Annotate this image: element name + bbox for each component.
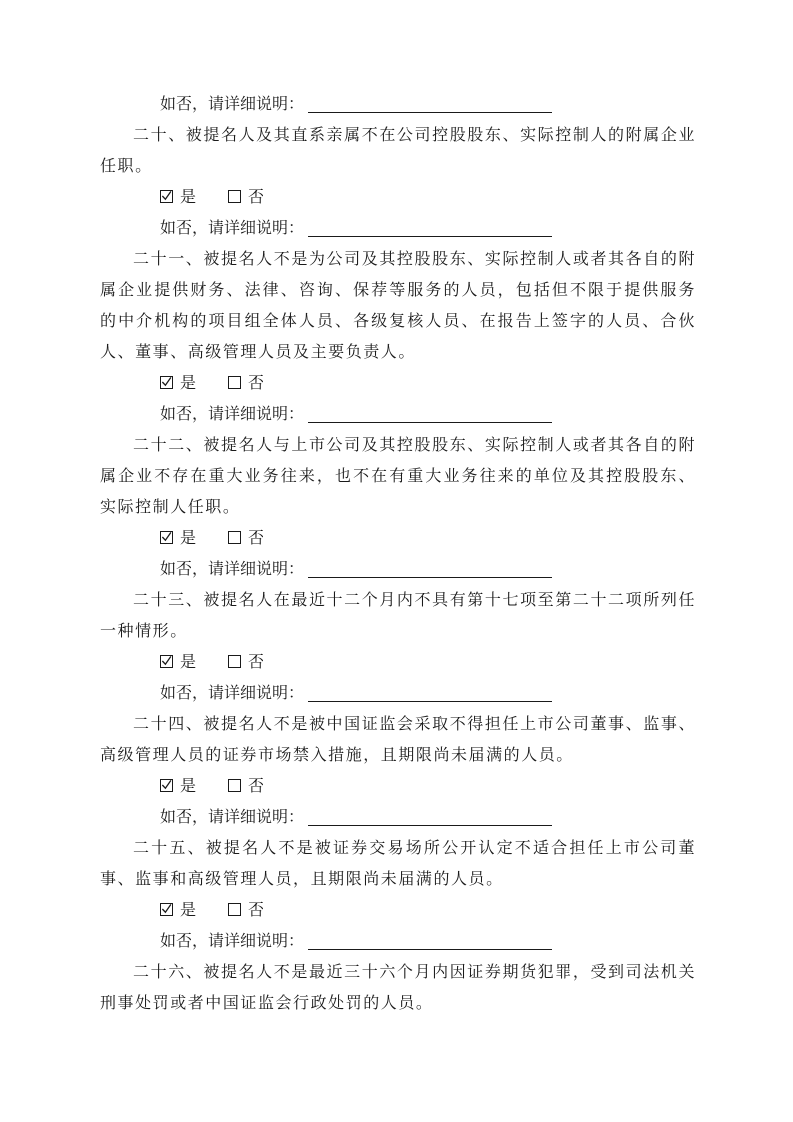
item-23-no-label: 否 — [248, 654, 265, 671]
check-mark-icon — [161, 531, 172, 543]
item-22-detail-label: 如否，请详细说明： — [160, 561, 305, 578]
item-20-detail-blank[interactable] — [308, 218, 552, 237]
item-24-no-checkbox[interactable] — [228, 779, 241, 792]
item-23-detail-row — [100, 678, 696, 709]
item-25-yes-checkbox[interactable] — [160, 903, 173, 916]
item-22-answer-row — [100, 523, 696, 554]
item-24-detail-blank[interactable] — [308, 807, 552, 826]
item-21-answer-row — [100, 368, 696, 399]
item-25 — [100, 833, 696, 957]
check-mark-icon — [161, 779, 172, 791]
item-21 — [100, 244, 696, 430]
item-25-detail-label: 如否，请详细说明： — [160, 933, 305, 950]
item-22-yes-checkbox[interactable] — [160, 531, 173, 544]
item-20-no-label: 否 — [248, 189, 265, 206]
item-20-answer-row — [100, 182, 696, 213]
item-23-detail-label: 如否，请详细说明： — [160, 685, 305, 702]
item-24-answer-row — [100, 771, 696, 802]
item-25-answer-row — [100, 895, 696, 926]
item-24-detail-label: 如否，请详细说明： — [160, 809, 305, 826]
item-24-yes-label: 是 — [180, 778, 197, 795]
document-body — [100, 89, 696, 1019]
item-25-detail-row — [100, 926, 696, 957]
item-21-statement: 二十一、被提名人不是为公司及其控股股东、实际控制人或者其各自的附属企业提供财务、法律、咨询、保荐等服务的人员，包括但不限于提供服务的中介机构的项目组全体人员、各级复核人员、在报告上签字的人员、合伙人、董事、高级管理人员及主要负责人。 — [100, 251, 696, 361]
item-26-statement: 二十六、被提名人不是最近三十六个月内因证券期货犯罪，受到司法机关刑事处罚或者中国证监会行政处罚的人员。 — [100, 964, 696, 1012]
item-21-no-checkbox[interactable] — [228, 376, 241, 389]
item-24-statement: 二十四、被提名人不是被中国证监会采取不得担任上市公司董事、监事、高级管理人员的证券市场禁入措施，且期限尚未届满的人员。 — [100, 716, 696, 764]
item-20-detail-label: 如否，请详细说明： — [160, 220, 305, 237]
item-25-no-checkbox[interactable] — [228, 903, 241, 916]
item-23-yes-label: 是 — [180, 654, 197, 671]
item-22-no-label: 否 — [248, 530, 265, 547]
item-23-detail-blank[interactable] — [308, 683, 552, 702]
item-20-yes-label: 是 — [180, 189, 197, 206]
item-22-detail-blank[interactable] — [308, 559, 552, 578]
item-20-statement: 二十、被提名人及其直系亲属不在公司控股股东、实际控制人的附属企业任职。 — [100, 127, 696, 175]
check-mark-icon — [161, 190, 172, 202]
item-24-yes-checkbox[interactable] — [160, 779, 173, 792]
item-25-yes-label: 是 — [180, 902, 197, 919]
check-mark-icon — [161, 655, 172, 667]
carryover-detail-blank[interactable] — [308, 94, 552, 113]
item-22-yes-label: 是 — [180, 530, 197, 547]
item-23 — [100, 585, 696, 709]
item-22-statement: 二十二、被提名人与上市公司及其控股股东、实际控制人或者其各自的附属企业不存在重大业务往来，也不在有重大业务往来的单位及其控股股东、实际控制人任职。 — [100, 437, 696, 516]
item-21-detail-row — [100, 399, 696, 430]
item-21-yes-checkbox[interactable] — [160, 376, 173, 389]
item-21-yes-label: 是 — [180, 375, 197, 392]
item-23-yes-checkbox[interactable] — [160, 655, 173, 668]
item-25-detail-blank[interactable] — [308, 931, 552, 950]
item-22-detail-row — [100, 554, 696, 585]
item-24 — [100, 709, 696, 833]
item-24-no-label: 否 — [248, 778, 265, 795]
item-25-no-label: 否 — [248, 902, 265, 919]
carryover-detail-label: 如否，请详细说明： — [160, 96, 305, 113]
item-22 — [100, 430, 696, 585]
item-25-statement: 二十五、被提名人不是被证券交易场所公开认定不适合担任上市公司董事、监事和高级管理人员，且期限尚未届满的人员。 — [100, 840, 696, 888]
item-26 — [100, 957, 696, 1019]
item-20-detail-row — [100, 213, 696, 244]
check-mark-icon — [161, 903, 172, 915]
item-21-detail-label: 如否，请详细说明： — [160, 406, 305, 423]
check-mark-icon — [161, 376, 172, 388]
item-23-no-checkbox[interactable] — [228, 655, 241, 668]
item-21-detail-blank[interactable] — [308, 404, 552, 423]
item-21-no-label: 否 — [248, 375, 265, 392]
item-20-yes-checkbox[interactable] — [160, 190, 173, 203]
item-23-statement: 二十三、被提名人在最近十二个月内不具有第十七项至第二十二项所列任一种情形。 — [100, 592, 696, 640]
item-20 — [100, 120, 696, 244]
carryover-detail-row — [100, 89, 696, 120]
item-23-answer-row — [100, 647, 696, 678]
item-22-no-checkbox[interactable] — [228, 531, 241, 544]
item-20-no-checkbox[interactable] — [228, 190, 241, 203]
item-24-detail-row — [100, 802, 696, 833]
